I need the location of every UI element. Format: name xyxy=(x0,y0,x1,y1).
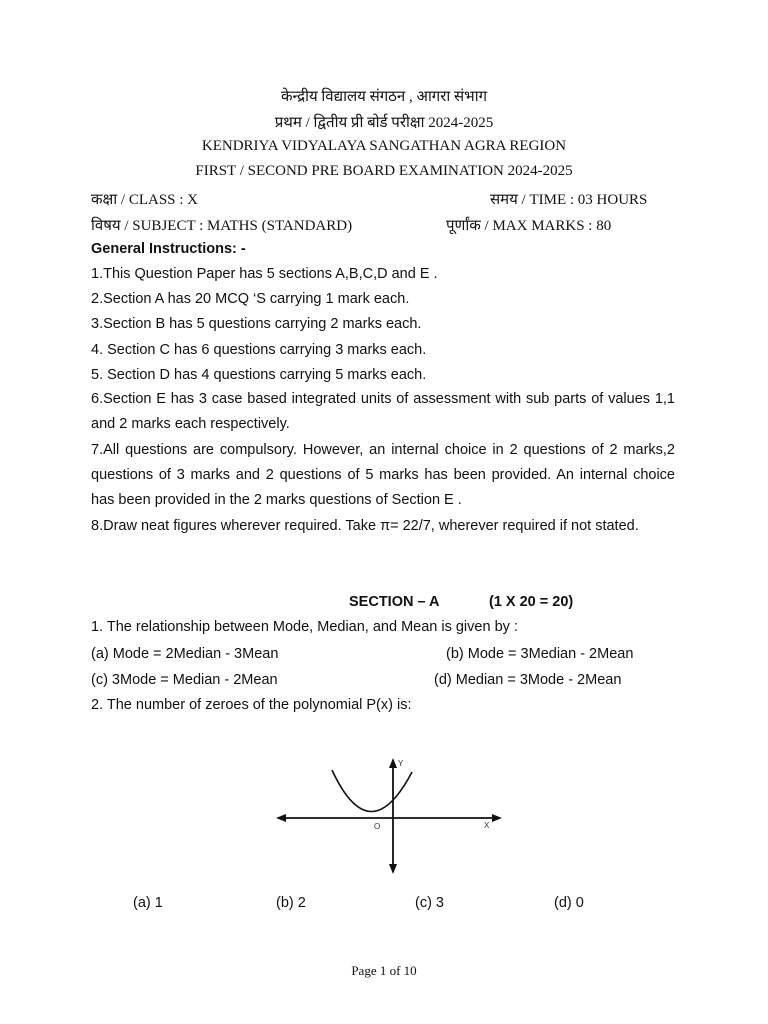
max-marks-label: पूर्णांक / MAX MARKS : 80 xyxy=(446,218,612,234)
page-number: Page 1 of 10 xyxy=(351,963,417,978)
section-a-title: SECTION – A xyxy=(349,594,440,610)
header-org-english: KENDRIYA VIDYALAYA SANGATHAN AGRA REGION xyxy=(201,138,567,154)
instruction-item: 2.Section A has 20 MCQ ‘S carrying 1 mark each. xyxy=(91,291,410,307)
question-1-option-a: (a) Mode = 2Median - 3Mean xyxy=(91,646,279,662)
y-axis-arrow-up xyxy=(389,758,397,768)
header-exam-english: FIRST / SECOND PRE BOARD EXAMINATION 2024-2025 xyxy=(195,163,573,179)
instruction-item: 6.Section E has 3 case based integrated units of assessment with sub parts of values 1,1 and 2 marks each respectively. xyxy=(91,391,675,433)
class-label: कक्षा / CLASS : X xyxy=(91,192,199,208)
subject-label: विषय / SUBJECT : MATHS (STANDARD) xyxy=(91,218,353,234)
question-2-option-c: (c) 3 xyxy=(415,895,444,911)
instructions-heading: General Instructions: - xyxy=(91,241,246,257)
question-2-option-b: (b) 2 xyxy=(276,895,306,911)
instruction-item: 5. Section D has 4 questions carrying 5 marks each. xyxy=(91,367,427,383)
instruction-item: 3.Section B has 5 questions carrying 2 marks each. xyxy=(91,316,422,332)
instruction-item: 7.All questions are compulsory. However, an internal choice in 2 questions of 2 marks,2 questions of 3 marks and 2 questions of 5 marks has been provided. An internal choice has been provided in the 2 marks questions of Section E . xyxy=(91,442,675,509)
y-axis-label: Y xyxy=(398,759,404,768)
question-2-text: 2. The number of zeroes of the polynomial P(x) is: xyxy=(91,697,412,713)
instruction-item: 8.Draw neat figures wherever required. Take π= 22/7, wherever required if not stated. xyxy=(91,518,639,534)
polynomial-graph-figure xyxy=(270,752,510,878)
question-1-option-c: (c) 3Mode = Median - 2Mean xyxy=(91,672,278,688)
instruction-item: 4. Section C has 6 questions carrying 3 marks each. xyxy=(91,342,427,358)
header-org-hindi: केन्द्रीय विद्यालय संगठन , आगरा संभाग xyxy=(280,89,488,105)
instruction-item: 1.This Question Paper has 5 sections A,B,C,D and E . xyxy=(91,266,438,282)
question-1-option-d: (d) Median = 3Mode - 2Mean xyxy=(434,672,622,688)
question-2-option-d: (d) 0 xyxy=(554,895,584,911)
question-2-option-a: (a) 1 xyxy=(133,895,163,911)
y-axis-arrow-down xyxy=(389,864,397,874)
x-axis-arrow-right xyxy=(492,814,502,822)
question-1-option-b: (b) Mode = 3Median - 2Mean xyxy=(446,646,634,662)
section-a-marks: (1 X 20 = 20) xyxy=(489,594,574,610)
x-axis-label: X xyxy=(484,821,490,830)
time-label: समय / TIME : 03 HOURS xyxy=(490,192,648,208)
x-axis-arrow-left xyxy=(276,814,286,822)
origin-label: O xyxy=(374,822,381,831)
parabola-curve xyxy=(332,770,412,812)
question-1-text: 1. The relationship between Mode, Median, and Mean is given by : xyxy=(91,619,518,635)
header-exam-hindi: प्रथम / द्वितीय प्री बोर्ड परीक्षा 2024-2025 xyxy=(274,115,494,131)
